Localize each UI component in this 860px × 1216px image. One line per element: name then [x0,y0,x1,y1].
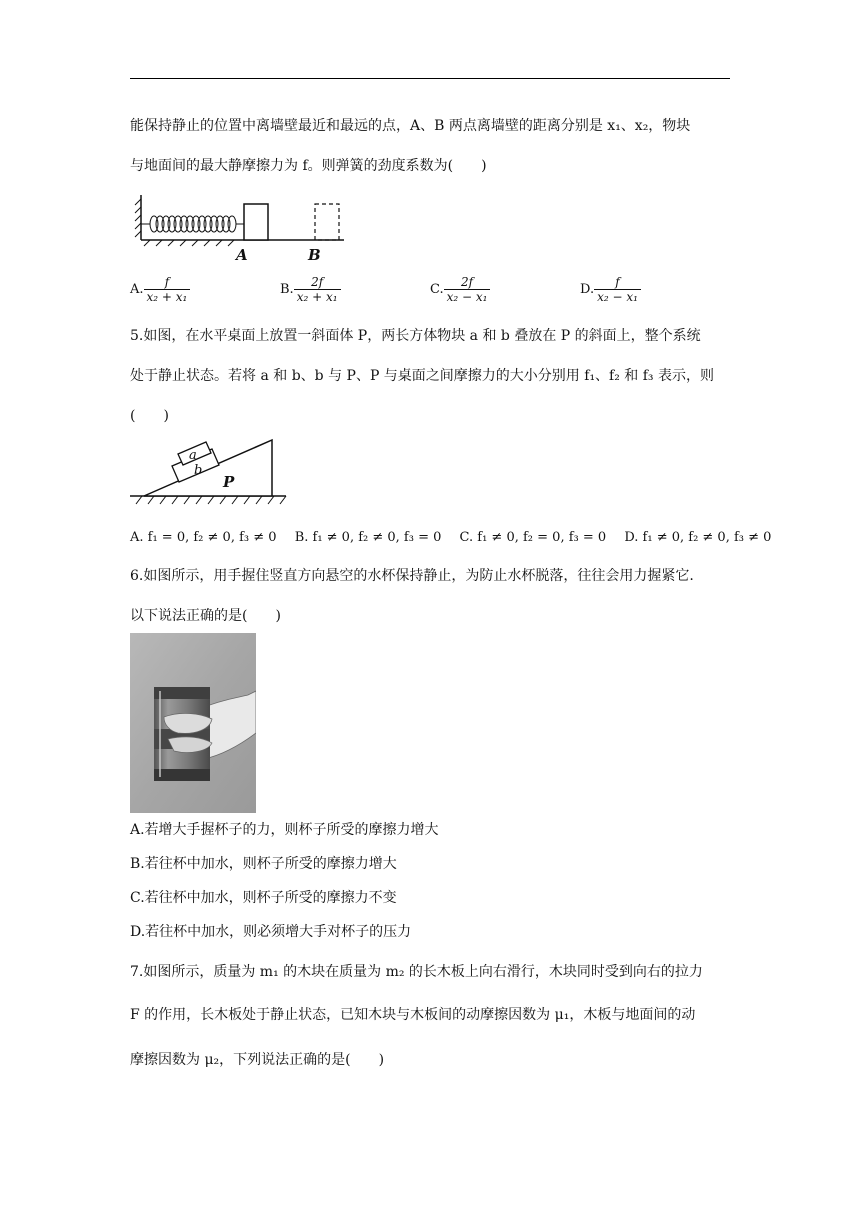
q7-text-line-3: 摩擦因数为 μ₂，下列说法正确的是( ) [130,1052,385,1068]
q5-text-line-1: 5.如图，在水平桌面上放置一斜面体 P，两长方体物块 a 和 b 叠放在 P 的斜面上，整个系统 [130,328,701,344]
q4-option-c-numerator: 2f [461,275,474,289]
q4-option-d-numerator: f [615,275,620,289]
q4-option-a-label: A. [130,282,144,297]
q4-option-a-numerator: f [164,275,170,289]
q6-text-line-2: 以下说法正确的是( ) [130,608,281,624]
q4-option-b-numerator: 2f [311,275,324,289]
q4-figure-label-b: B [308,246,321,264]
q7-text-line-1: 7.如图所示，质量为 m₁ 的木块在质量为 m₂ 的长木板上向右滑行，木块同时受到向右的拉力 [130,964,703,980]
q4-option-a-denominator: x₂ + x₁ [144,289,191,304]
q4-option-c[interactable] [430,275,490,304]
header-rule [130,78,730,79]
q4-spring-figure [130,193,350,265]
q5-text-line-3: ( ) [130,408,169,424]
q4-text-line-1: 能保持静止的位置中离墙壁最近和最远的点，A、B 两点离墙壁的距离分别是 x₁、x₂，物块 [130,118,691,134]
q4-option-d-denominator: x₂ − x₁ [594,289,641,304]
q4-option-d-label: D. [580,282,595,297]
q4-option-b[interactable] [280,275,341,304]
q6-option-d[interactable]: D.若往杯中加水，则必须增大手对杯子的压力 [130,924,412,940]
q6-option-a[interactable]: A.若增大手握杯子的力，则杯子所受的摩擦力增大 [130,822,439,838]
q5-figure-label-a: a [189,448,197,463]
q5-figure-label-p: P [223,473,235,491]
q4-figure-label-a: A [236,246,248,264]
q4-option-a[interactable] [130,275,190,304]
q4-option-d[interactable] [580,275,641,304]
q5-option-a[interactable]: A. f₁ = 0, f₂ ≠ 0, f₃ ≠ 0 [130,530,277,545]
q4-option-c-label: C. [430,282,444,297]
q4-option-b-denominator: x₂ + x₁ [294,289,341,304]
q6-option-b[interactable]: B.若往杯中加水，则杯子所受的摩擦力增大 [130,856,397,872]
q4-option-c-denominator: x₂ − x₁ [444,289,491,304]
q4-option-b-label: B. [280,282,294,297]
q7-text-line-2: F 的作用，长木板处于静止状态，已知木块与木板间的动摩擦因数为 μ₁，木板与地面间的动 [130,1007,696,1023]
q6-text-line-1: 6.如图所示，用手握住竖直方向悬空的水杯保持静止，为防止水杯脱落，往往会用力握紧它. [130,568,694,584]
q5-options [130,530,785,545]
q6-hand-cup-photo [130,633,256,813]
q4-text-line-2: 与地面间的最大静摩擦力为 f。则弹簧的劲度系数为( ) [130,158,487,174]
q5-option-d[interactable]: D. f₁ ≠ 0, f₂ ≠ 0, f₃ ≠ 0 [624,530,772,545]
q5-figure-label-b: b [194,463,203,478]
q6-option-c[interactable]: C.若往杯中加水，则杯子所受的摩擦力不变 [130,890,397,906]
q5-option-b[interactable]: B. f₁ ≠ 0, f₂ ≠ 0, f₃ = 0 [294,530,442,545]
q5-text-line-2: 处于静止状态。若将 a 和 b、b 与 P、P 与桌面之间摩擦力的大小分别用 f₁、f₂ 和 f₃ 表示，则 [130,368,714,384]
q5-incline-figure [130,436,290,516]
q5-option-c[interactable]: C. f₁ ≠ 0, f₂ = 0, f₃ = 0 [459,530,607,545]
